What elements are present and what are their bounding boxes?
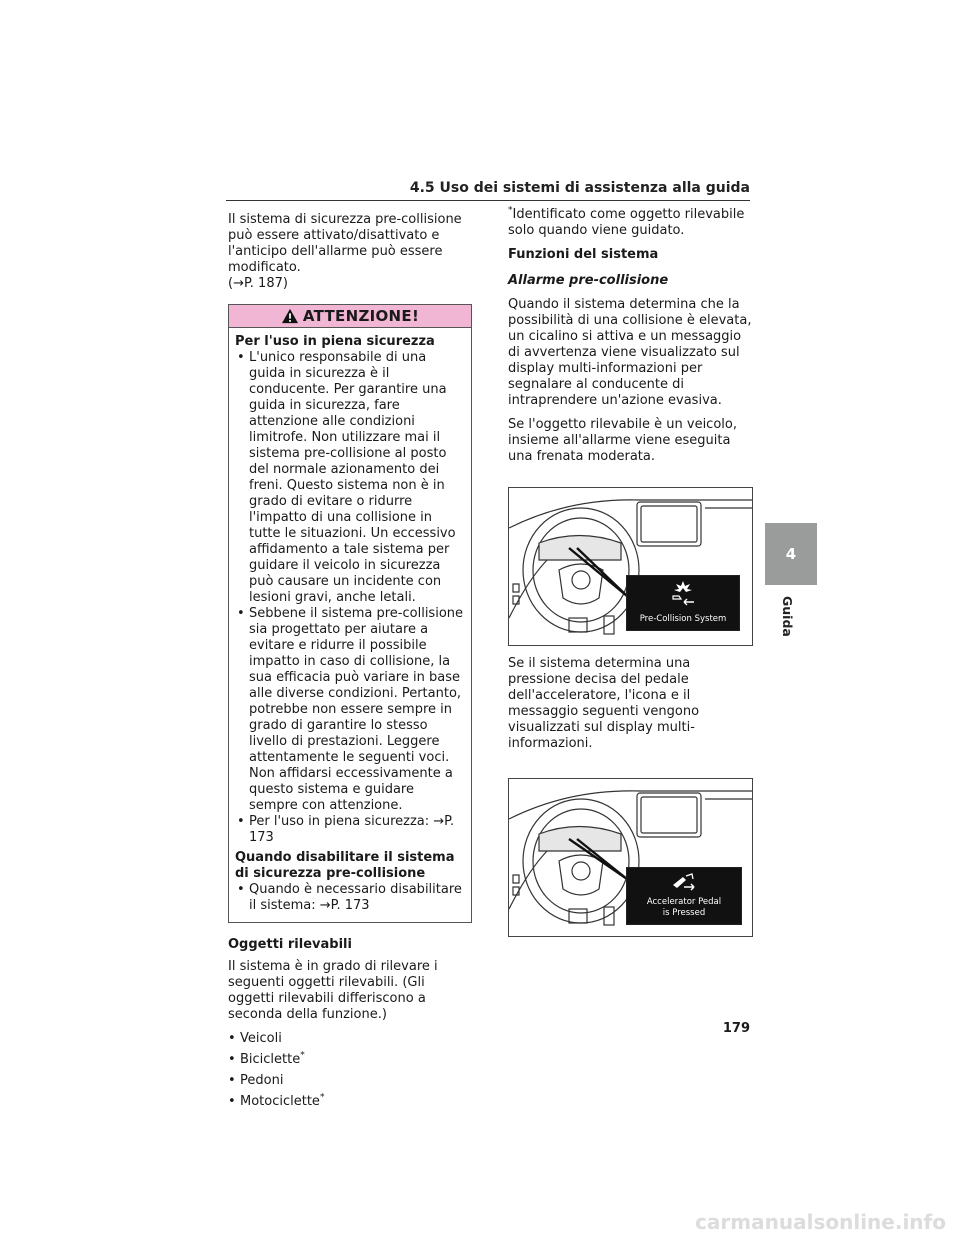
functions-heading: Funzioni del sistema xyxy=(508,247,659,262)
warning-list-safe-use xyxy=(235,350,465,846)
list-item: • Biciclette* xyxy=(228,1052,472,1068)
page-number: 179 xyxy=(722,1021,750,1036)
warning-title: ATTENZIONE! xyxy=(302,307,420,325)
left-column xyxy=(228,212,472,1115)
list-item[interactable]: • Quando è necessario disabilitare il sistema: →P. 173 xyxy=(235,882,465,914)
paragraph-braking: Se l'oggetto rilevabile è un veicolo, insieme all'allarme viene eseguita una frenata moderata. xyxy=(508,417,737,464)
objects-paragraph: Il sistema è in grado di rilevare i seguenti oggetti rilevabili. (Gli oggetti rilevabili differiscono a seconda della funzione.) xyxy=(228,959,438,1022)
dashboard-illustration-accelerator xyxy=(508,778,753,937)
intro-paragraph: Il sistema di sicurezza pre-collisione può essere attivato/disattivato e l'anticipo dell'allarme può essere modificato. (→P. 187) xyxy=(228,212,462,291)
intro-page-reference[interactable]: (→P. 187) xyxy=(228,276,288,291)
warning-heading-safe-use: Per l'uso in piena sicurezza xyxy=(235,334,435,349)
footnote-marker: * xyxy=(508,205,513,216)
paragraph-alarm: Quando il sistema determina che la possibilità di una collisione è elevata, un cicalino si attiva e un messaggio di avvertenza viene visualizzato sul display multi-informazioni per segnalare al conducente di intraprendere un'azione evasiva. xyxy=(508,297,752,408)
display-panel-accelerator xyxy=(626,867,742,925)
panel-caption-line1: Accelerator Pedal xyxy=(646,897,722,907)
warning-box xyxy=(228,304,472,923)
list-item: • Pedoni xyxy=(228,1073,472,1089)
chapter-tab-label: Guida xyxy=(780,596,795,637)
warning-list-disable xyxy=(235,882,465,914)
footnote-marker: * xyxy=(319,1092,325,1103)
chapter-tab[interactable]: 4 xyxy=(765,523,817,585)
pre-collision-icon xyxy=(669,580,697,606)
right-column xyxy=(508,207,752,947)
panel-caption-line2: is Pressed xyxy=(662,908,706,918)
footnote: *Identificato come oggetto rilevabile solo quando viene guidato. xyxy=(508,205,745,238)
subheading-pre-collision-alarm: Allarme pre-collisione xyxy=(508,273,669,288)
header-divider xyxy=(226,200,750,201)
objects-heading: Oggetti rilevabili xyxy=(228,937,352,952)
warning-body xyxy=(229,328,471,922)
footnote-marker: * xyxy=(300,1050,305,1061)
list-item: • Motociclette* xyxy=(228,1094,472,1110)
list-item: • Veicoli xyxy=(228,1031,472,1047)
accelerator-pedal-icon xyxy=(670,871,698,893)
display-panel-pre-collision xyxy=(626,575,740,631)
objects-list xyxy=(228,1031,472,1110)
panel-caption: Pre-Collision System xyxy=(639,614,727,624)
list-item: • L'unico responsabile di una guida in sicurezza è il conducente. Per garantire una guida in sicurezza, fare attenzione alle condizioni limitrofe. Non utilizzare mai il sistema pre-collisione al posto del normale azionamento dei freni. Questo sistema non è in grado di evitare o ridurre l'impatto di una collisione in tutte le situazioni. Un eccessivo affidamento a tale sistema per guidare il veicolo in sicurezza può causare un incidente con lesioni gravi, anche letali. xyxy=(235,350,465,606)
watermark: carmanualsonline.info xyxy=(695,1210,946,1234)
section-title: 4.5 Uso dei sistemi di assistenza alla guida xyxy=(409,180,750,196)
list-item[interactable]: • Per l'uso in piena sicurezza: →P. 173 xyxy=(235,814,465,846)
warning-header xyxy=(229,305,471,328)
list-item: • Sebbene il sistema pre-collisione sia progettato per aiutare a evitare e ridurre il possibile impatto in caso di collisione, la sua efficacia può variare in base alle diverse condizioni. Pertanto, potrebbe non essere sempre in grado di garantire lo stesso livello di prestazioni. Leggere attentamente le seguenti voci. Non affidarsi eccessivamente a questo sistema e guidare sempre con attenzione. xyxy=(235,606,465,814)
paragraph-accelerator: Se il sistema determina una pressione decisa del pedale dell'acceleratore, l'icona e il messaggio seguenti vengono visualizzati sul display multi-informazioni. xyxy=(508,656,700,751)
warning-heading-disable: Quando disabilitare il sistema di sicurezza pre-collisione xyxy=(235,850,455,881)
dashboard-illustration-pre-collision xyxy=(508,487,753,646)
warning-icon xyxy=(281,308,299,324)
